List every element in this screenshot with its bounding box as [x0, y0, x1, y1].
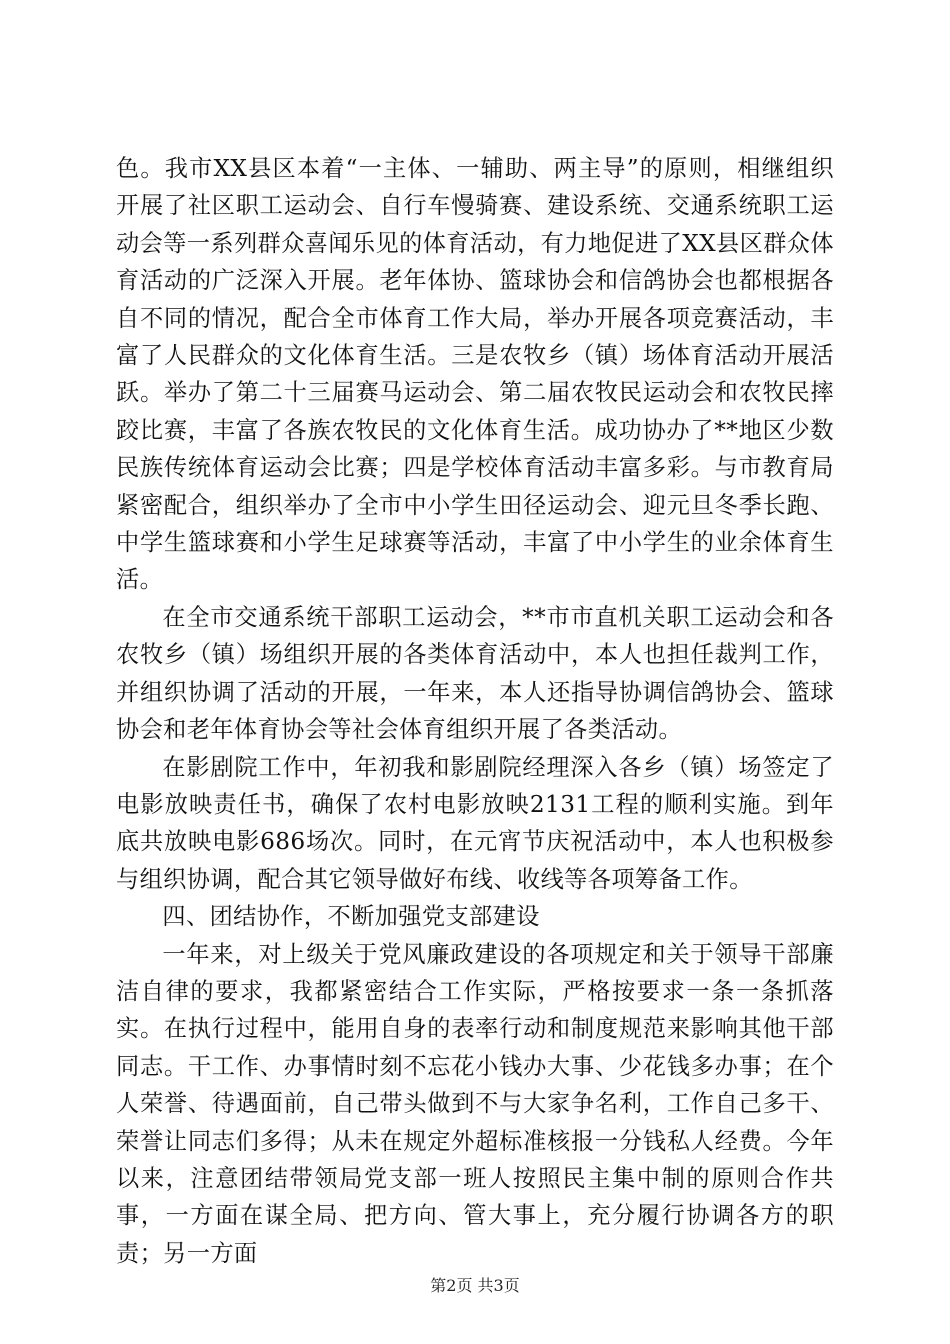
page-footer: 第2页 共3页 — [430, 1276, 520, 1295]
document-body — [116, 150, 834, 1272]
paragraph-sports-activities: 色。我市XX县区本着“一主体、一辅助、两主导”的原则，相继组织开展了社区职工运动会、自行车慢骑赛、建设系统、交通系统职工运动会等一系列群众喜闻乐见的体育活动，有力地促进了XX县区群众体育活动的广泛深入开展。老年体协、篮球协会和信鸽协会也都根据各自不同的情况，配合全市体育工作大局，举办开展各项竞赛活动，丰富了人民群众的文化体育生活。三是农牧乡（镇）场体育活动开展活跃。举办了第二十三届赛马运动会、第二届农牧民运动会和农牧民摔跤比赛，丰富了各族农牧民的文化体育生活。成功协办了**地区少数民族传统体育运动会比赛；四是学校体育活动丰富多彩。与市教育局紧密配合，组织举办了全市中小学生田径运动会、迎元旦冬季长跑、中学生篮球赛和小学生足球赛等活动，丰富了中小学生的业余体育生活。 — [116, 155, 834, 594]
paragraph-referee-work: 在全市交通系统干部职工运动会，**市市直机关职工运动会和各农牧乡（镇）场组织开展的各类体育活动中，本人也担任裁判工作，并组织协调了活动的开展，一年来，本人还指导协调信鸽协会、篮球协会和老年体育协会等社会体育组织开展了各类活动。 — [116, 603, 834, 744]
paragraph-theater-work: 在影剧院工作中，年初我和影剧院经理深入各乡（镇）场签定了电影放映责任书，确保了农村电影放映2131工程的顺利实施。到年底共放映电影686场次。同时，在元宵节庆祝活动中，本人也积极参与组织协调，配合其它领导做好布线、收线等各项筹备工作。 — [116, 753, 834, 893]
section-heading-party-branch: 四、团结协作，不断加强党支部建设 — [162, 903, 540, 931]
paragraph-integrity: 一年来，对上级关于党风廉政建设的各项规定和关于领导干部廉洁自律的要求，我都紧密结合工作实际，严格按要求一条一条抓落实。在执行过程中，能用自身的表率行动和制度规范来影响其他干部同志。干工作、办事情时刻不忘花小钱办大事、少花钱多办事；在个人荣誉、待遇面前，自己带头做到不与大家争名利，工作自己多干、荣誉让同志们多得；从未在规定外超标准核报一分钱私人经费。今年以来，注意团结带领局党支部一班人按照民主集中制的原则合作共事，一方面在谋全局、把方向、管大事上，充分履行协调各方的职责；另一方面 — [116, 940, 834, 1267]
